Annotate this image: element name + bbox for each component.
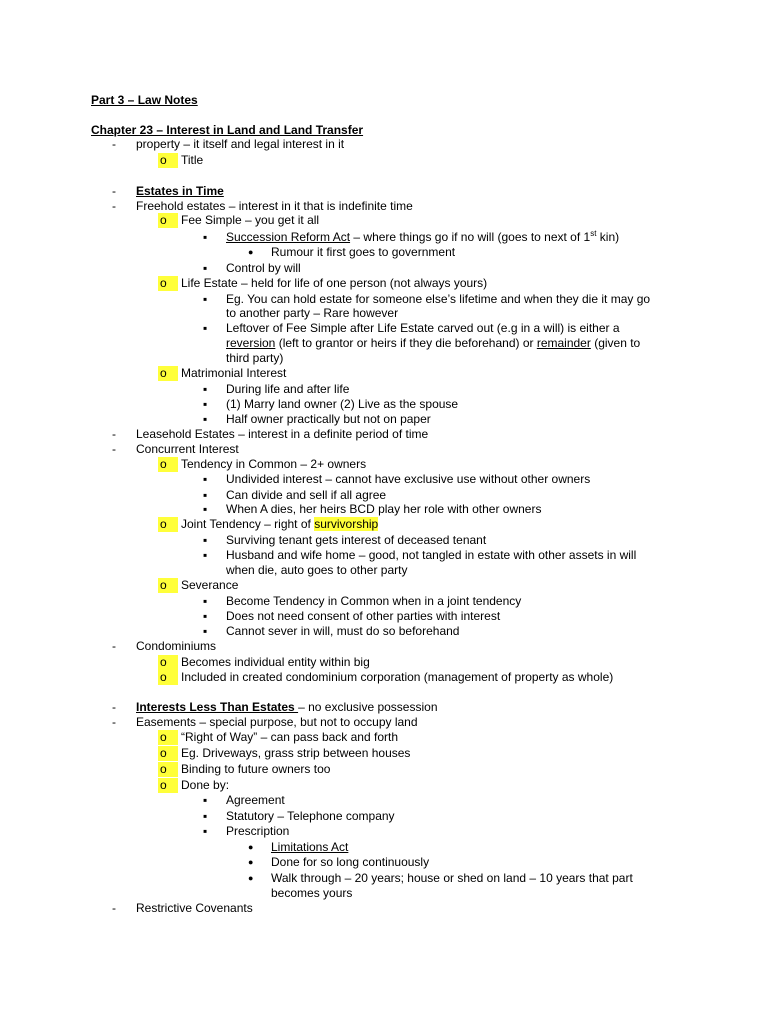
list-item: Succession Reform Act – where things go if no will (goes to next of 1st kin) (226, 229, 620, 244)
circle-bullet: o (158, 213, 178, 228)
list-item: Fee Simple – you get it all (181, 213, 320, 227)
list-item: Can divide and sell if all agree (226, 488, 387, 502)
square-bullet: ▪ (203, 472, 208, 486)
list-item: Become Tendency in Common when in a joint tendency (226, 594, 522, 608)
list-item: Leasehold Estates – interest in a definite period of time (136, 427, 429, 441)
list-item-continuation: third party) (226, 351, 284, 365)
list-item: During life and after life (226, 382, 350, 396)
circle-bullet: o (158, 366, 178, 381)
dash-bullet: - (112, 901, 116, 915)
dot-bullet: ● (248, 857, 254, 867)
square-bullet: ▪ (203, 261, 208, 275)
chapter-heading: Chapter 23 – Interest in Land and Land Transfer (91, 123, 364, 137)
circle-bullet: o (158, 778, 178, 793)
square-bullet: ▪ (203, 609, 208, 623)
dash-bullet: - (112, 184, 116, 198)
list-item: Freehold estates – interest in it that is indefinite time (136, 199, 413, 213)
list-item: Binding to future owners too (181, 762, 331, 776)
section-heading: Interests Less Than Estates (136, 700, 299, 714)
square-bullet: ▪ (203, 502, 208, 516)
dash-bullet: - (112, 700, 116, 714)
list-item: Life Estate – held for life of one person (not always yours) (181, 276, 488, 290)
dot-bullet: ● (248, 842, 254, 852)
list-item: When A dies, her heirs BCD play her role with other owners (226, 502, 542, 516)
list-item-continuation: becomes yours (271, 886, 353, 900)
square-bullet: ▪ (203, 548, 208, 562)
dash-bullet: - (112, 639, 116, 653)
list-item-continuation: reversion (left to grantor or heirs if they die beforehand) or remainder (given to (226, 336, 641, 350)
square-bullet: ▪ (203, 230, 208, 244)
list-item: Eg. Driveways, grass strip between houses (181, 746, 411, 760)
list-item: Rumour it first goes to government (271, 245, 456, 259)
list-item: Joint Tendency – right of survivorship (181, 517, 379, 531)
section-heading: Estates in Time (136, 184, 224, 198)
page-title: Part 3 – Law Notes (91, 93, 198, 107)
circle-bullet: o (158, 578, 178, 593)
list-item: Included in created condominium corporation (management of property as whole) (181, 670, 614, 684)
list-item: Limitations Act (271, 840, 349, 854)
list-item: Control by will (226, 261, 301, 275)
list-item: Done for so long continuously (271, 855, 430, 869)
list-item: Done by: (181, 778, 230, 792)
circle-bullet: o (158, 655, 178, 670)
highlighted-term: survivorship (314, 517, 379, 531)
list-item: Eg. You can hold estate for someone else’s lifetime and when they die it may go (226, 292, 651, 306)
square-bullet: ▪ (203, 382, 208, 396)
list-item: Statutory – Telephone company (226, 809, 395, 823)
succession-act-link: Succession Reform Act (226, 230, 351, 244)
square-bullet: ▪ (203, 824, 208, 838)
dash-bullet: - (112, 137, 116, 151)
dot-bullet: ● (248, 873, 254, 883)
circle-bullet: o (158, 730, 178, 745)
square-bullet: ▪ (203, 809, 208, 823)
circle-bullet: o (158, 457, 178, 472)
square-bullet: ▪ (203, 533, 208, 547)
circle-bullet: o (158, 276, 178, 291)
list-item: Matrimonial Interest (181, 366, 287, 380)
square-bullet: ▪ (203, 624, 208, 638)
list-item: Tendency in Common – 2+ owners (181, 457, 367, 471)
dash-bullet: - (112, 715, 116, 729)
circle-bullet: o (158, 517, 178, 532)
list-item: Becomes individual entity within big (181, 655, 370, 669)
list-item: Cannot sever in will, must do so beforehand (226, 624, 460, 638)
dash-bullet: - (112, 442, 116, 456)
square-bullet: ▪ (203, 412, 208, 426)
list-item: Concurrent Interest (136, 442, 239, 456)
list-item: Prescription (226, 824, 290, 838)
list-item: Severance (181, 578, 239, 592)
dash-bullet: - (112, 427, 116, 441)
list-item: “Right of Way” – can pass back and forth (181, 730, 398, 744)
list-item: Does not need consent of other parties with interest (226, 609, 501, 623)
list-item: Interests Less Than Estates – no exclusive possession (136, 700, 438, 714)
square-bullet: ▪ (203, 594, 208, 608)
dash-bullet: - (112, 199, 116, 213)
square-bullet: ▪ (203, 397, 208, 411)
list-item: Title (181, 153, 204, 167)
list-item-continuation: to another party – Rare however (226, 306, 399, 320)
dot-bullet: ● (248, 247, 254, 257)
circle-bullet: o (158, 762, 178, 777)
list-item: property – it itself and legal interest in it (136, 137, 345, 151)
circle-bullet: o (158, 746, 178, 761)
circle-bullet: o (158, 670, 178, 685)
list-item: Restrictive Covenants (136, 901, 253, 915)
square-bullet: ▪ (203, 488, 208, 502)
square-bullet: ▪ (203, 793, 208, 807)
list-item: Easements – special purpose, but not to occupy land (136, 715, 418, 729)
circle-bullet: o (158, 153, 178, 168)
list-item-continuation: when die, auto goes to other party (226, 563, 408, 577)
list-item: Surviving tenant gets interest of deceased tenant (226, 533, 487, 547)
list-item: Half owner practically but not on paper (226, 412, 431, 426)
list-item: Undivided interest – cannot have exclusive use without other owners (226, 472, 591, 486)
list-item: Agreement (226, 793, 285, 807)
square-bullet: ▪ (203, 321, 208, 335)
list-item: Condominiums (136, 639, 217, 653)
list-item: Leftover of Fee Simple after Life Estate carved out (e.g in a will) is either a (226, 321, 620, 335)
list-item: Walk through – 20 years; house or shed on land – 10 years that part (271, 871, 633, 885)
square-bullet: ▪ (203, 292, 208, 306)
list-item: (1) Marry land owner (2) Live as the spouse (226, 397, 459, 411)
list-item: Husband and wife home – good, not tangled in estate with other assets in will (226, 548, 637, 562)
